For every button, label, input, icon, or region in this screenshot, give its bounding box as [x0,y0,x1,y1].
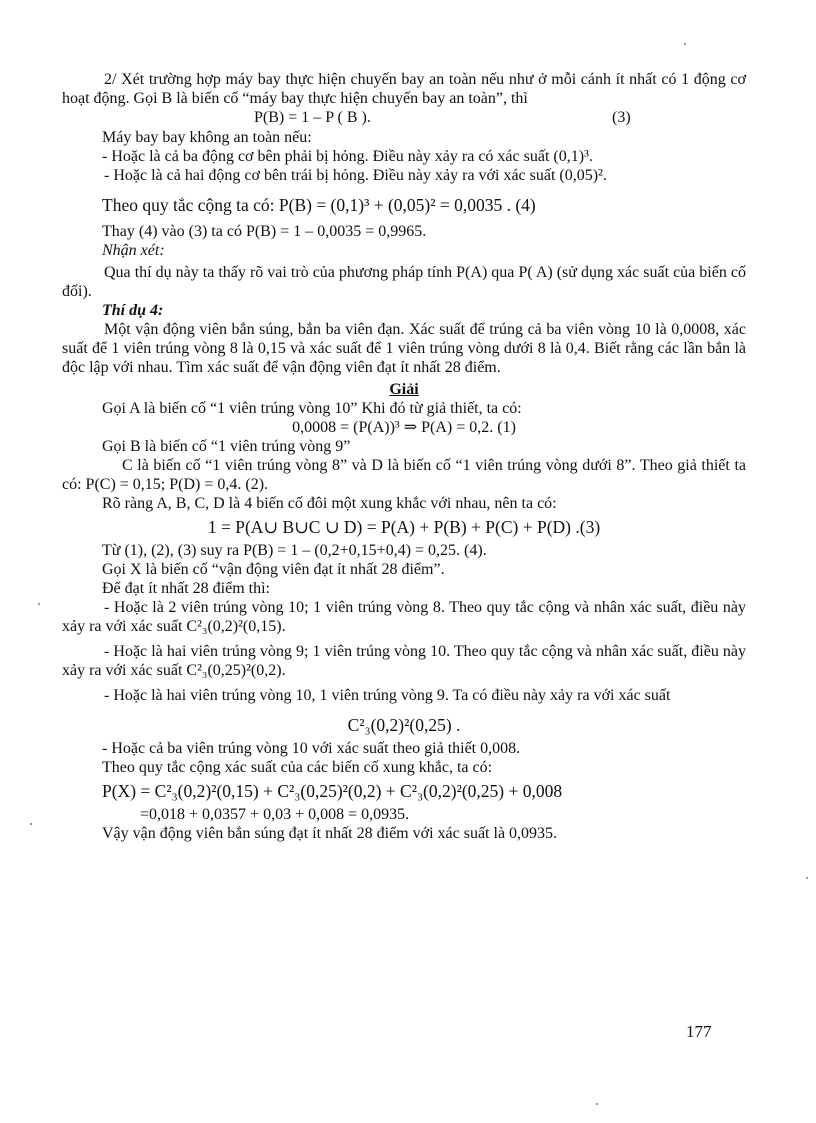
equation-sum-3: 1 = P(A∪ B∪C ∪ D) = P(A) + P(B) + P(C) + P(D) .(3) [207,517,601,537]
speck [684,43,686,45]
solution-heading: Giải [389,381,419,398]
solution-define-c-d: C là biến cố “1 viên trúng vòng 8” và D là biến cố “1 viên trúng vòng dưới 8”. Theo giả thiết ta có: P(C) = 0,15; P(D) = 0,4. (2). [62,457,746,493]
equation-row-3 [62,108,746,128]
solution-define-b: Gọi B là biến cố “1 viên trúng vòng 9” [102,438,351,455]
paragraph-case-2: 2/ Xét trường hợp máy bay thực hiện chuyến bay an toàn nếu như ở mỗi cánh ít nhất có 1 động cơ hoạt động. Gọi B là biến cố “máy bay thực hiện chuyến bay an toàn”, thì [62,71,746,107]
speck [30,823,32,825]
speck [596,1103,598,1105]
speck [806,877,808,879]
case-two-ten-one-nine: - Hoặc là hai viên trúng vòng 10, 1 viên trúng vòng 9. Ta có điều này xảy ra với xác suất [104,687,671,704]
remark-text: Qua thí dụ này ta thấy rõ vai trò của phương pháp tính P(A) qua P( A) (sử dụng xác suất của biến cố đối). [62,264,746,300]
paragraph-substitute: Thay (4) vào (3) ta có P(B) = 1 – 0,0035 = 0,9965. [102,223,427,240]
equation-px: P(X) = C²₃(0,2)²(0,15) + C²₃(0,25)²(0,2) + C²₃(0,2)²(0,25) + 0,008 [102,781,563,801]
solution-conclusion: Vậy vận động viên bắn súng đạt ít nhất 28 điểm với xác suất là 0,0935. [102,825,558,842]
case-two-nine-one-ten: - Hoặc là hai viên trúng vòng 9; 1 viên trúng vòng 10. Theo quy tắc cộng và nhân xác suất, điều này xảy ra với xác suất C²₃(0,25)²(0,2). [62,643,746,679]
list-item-right-engines: - Hoặc là cả ba động cơ bên phải bị hỏng. Điều này xảy ra có xác suất (0,1)³. [102,148,593,165]
solution-need-28: Để đạt ít nhất 28 điểm thì: [102,580,270,597]
case-three-ten: - Hoặc cả ba viên trúng vòng 10 với xác suất theo giả thiết 0,008. [102,740,521,757]
list-item-left-engines: - Hoặc là cả hai động cơ bên trái bị hỏng. Điều này xảy ra với xác suất (0,05)². [104,167,607,184]
example-4-heading: Thí dụ 4: [102,302,164,319]
equation-1: 0,0008 = (P(A))³ ⇒ P(A) = 0,2. (1) [292,419,516,436]
equation-px-value: =0,018 + 0,0357 + 0,03 + 0,008 = 0,0935. [140,806,410,823]
equation-line-4: Theo quy tắc cộng ta có: P(B) = (0,1)³ + (0,05)² = 0,0035 . (4) [102,195,536,215]
solution-define-a: Gọi A là biến cố “1 viên trúng vòng 10” Khi đó từ giả thiết, ta có: [102,400,522,417]
equation-case-3: C²₃(0,2)²(0,25) . [347,715,461,735]
solution-define-x: Gọi X là biến cố “vận động viên đạt ít nhất 28 điểm”. [102,561,445,578]
remark-heading: Nhận xét: [102,242,165,259]
equation-pb: P(B) = 1 – P ( B ). [254,109,371,126]
example-4-problem: Một vận động viên bắn súng, bắn ba viên đạn. Xác suất để trúng cả ba viên vòng 10 là 0,0008, xác suất để 1 viên trúng vòng 8 là 0,15 và xác suất để 1 viên trúng vòng dưới 8 là 0,4. Biết rằng các lần bắn là độc lập với nhau. Tìm xác suất để vận động viên đạt ít nhất 28 điểm. [62,321,746,376]
page-number: 177 [686,1022,712,1041]
equation-number-3: (3) [612,109,631,126]
solution-mutually-exclusive: Rõ ràng A, B, C, D là 4 biến cố đôi một xung khắc với nhau, nên ta có: [102,495,557,512]
speck [38,603,40,605]
solution-sum-rule: Theo quy tắc cộng xác suất của các biến cố xung khắc, ta có: [102,759,493,776]
page-body [62,70,746,843]
paragraph-unsafe-if: Máy bay bay không an toàn nếu: [102,129,312,146]
solution-pb-result: Từ (1), (2), (3) suy ra P(B) = 1 – (0,2+0,15+0,4) = 0,25. (4). [102,542,487,559]
case-two-ten-one-eight: - Hoặc là 2 viên trúng vòng 10; 1 viên trúng vòng 8. Theo quy tắc cộng và nhân xác suất, điều này xảy ra với xác suất C²₃(0,2)²(0,15). [62,599,746,635]
